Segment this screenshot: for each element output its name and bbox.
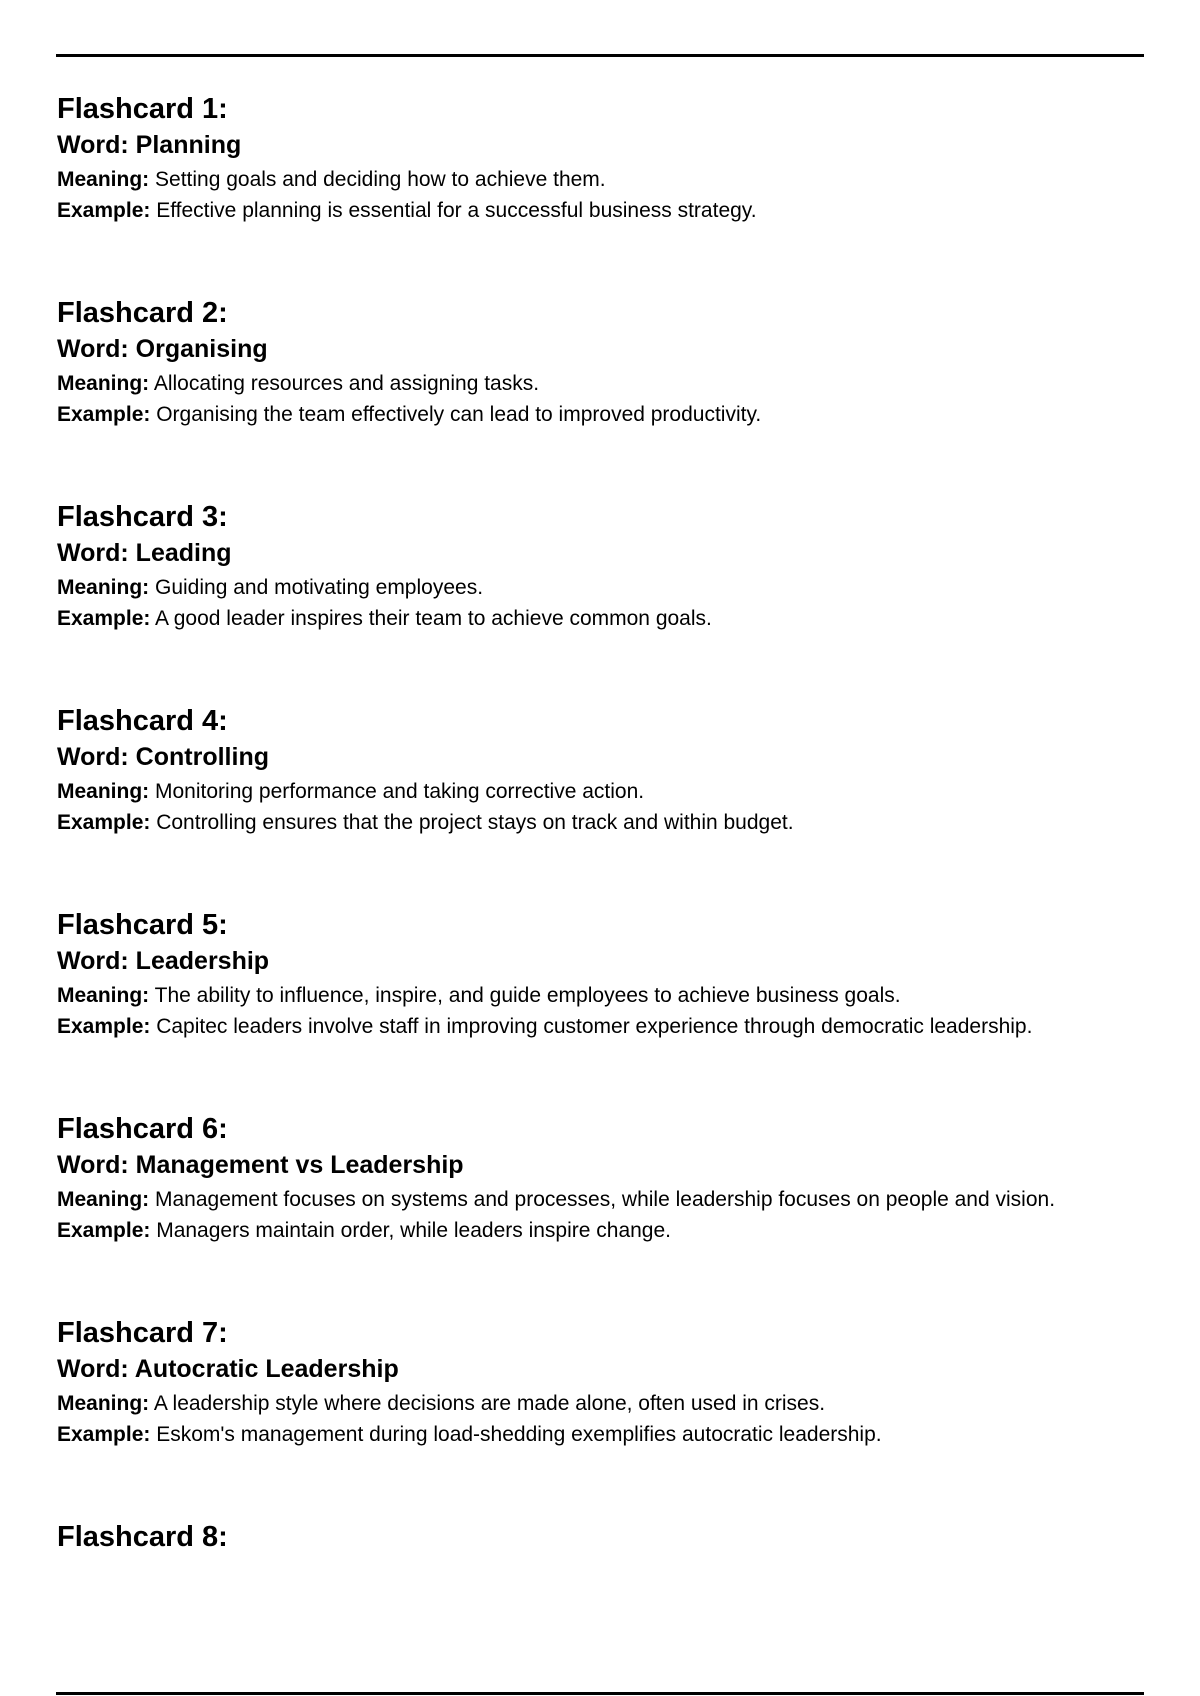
flashcard-title: Flashcard 3:	[57, 501, 228, 533]
example-text: Effective planning is essential for a successful business strategy.	[150, 199, 757, 222]
example-text: Organising the team effectively can lead to improved productivity.	[150, 403, 762, 426]
meaning-text: Management focuses on systems and processes, while leadership focuses on people and vision.	[149, 1188, 1056, 1211]
example-text: Managers maintain order, while leaders inspire change.	[150, 1219, 671, 1242]
example-text: Eskom's management during load-shedding exemplifies autocratic leadership.	[150, 1423, 882, 1446]
flashcard-word: Word: Leading	[57, 539, 232, 567]
flashcard-word: Word: Organising	[57, 335, 268, 363]
flashcard-word: Word: Leadership	[57, 947, 270, 975]
flashcard-5	[57, 906, 1142, 1042]
flashcard-meaning	[57, 572, 1142, 603]
example-label: Example:	[57, 403, 151, 426]
example-label: Example:	[57, 1015, 151, 1038]
meaning-text: A leadership style where decisions are made alone, often used in crises.	[149, 1392, 826, 1415]
meaning-text: Allocating resources and assigning tasks.	[149, 372, 540, 395]
top-rule	[56, 54, 1144, 57]
flashcard-example	[57, 1011, 1142, 1042]
bottom-rule	[56, 1692, 1144, 1695]
flashcard-example	[57, 195, 1142, 226]
flashcard-7	[57, 1314, 1142, 1450]
meaning-text: The ability to influence, inspire, and guide employees to achieve business goals.	[149, 984, 901, 1007]
flashcard-example	[57, 807, 1142, 838]
meaning-text: Setting goals and deciding how to achieve them.	[149, 168, 606, 191]
flashcard-8	[57, 1518, 1142, 1556]
flashcard-example	[57, 399, 1142, 430]
example-label: Example:	[57, 811, 151, 834]
flashcard-title: Flashcard 5:	[57, 909, 228, 941]
example-label: Example:	[57, 607, 151, 630]
flashcard-4	[57, 702, 1142, 838]
meaning-label: Meaning:	[57, 1392, 150, 1415]
meaning-label: Meaning:	[57, 1188, 150, 1211]
flashcard-6	[57, 1110, 1142, 1246]
flashcard-example	[57, 1215, 1142, 1246]
flashcard-example	[57, 603, 1142, 634]
flashcard-title: Flashcard 6:	[57, 1113, 228, 1145]
meaning-label: Meaning:	[57, 984, 150, 1007]
meaning-text: Monitoring performance and taking corrective action.	[149, 780, 645, 803]
meaning-label: Meaning:	[57, 168, 150, 191]
flashcard-title: Flashcard 1:	[57, 93, 228, 125]
flashcard-word: Word: Autocratic Leadership	[57, 1355, 399, 1383]
flashcard-meaning	[57, 368, 1142, 399]
flashcard-meaning	[57, 1388, 1142, 1419]
example-label: Example:	[57, 1219, 151, 1242]
flashcard-title: Flashcard 8:	[57, 1521, 228, 1553]
flashcard-meaning	[57, 980, 1142, 1011]
flashcard-title: Flashcard 7:	[57, 1317, 228, 1349]
example-text: Capitec leaders involve staff in improving customer experience through democratic leadership.	[150, 1015, 1033, 1038]
flashcard-word: Word: Management vs Leadership	[57, 1151, 464, 1179]
example-text: Controlling ensures that the project stays on track and within budget.	[150, 811, 794, 834]
flashcard-example	[57, 1419, 1142, 1450]
flashcard-2	[57, 294, 1142, 430]
example-label: Example:	[57, 199, 151, 222]
meaning-label: Meaning:	[57, 576, 150, 599]
flashcard-meaning	[57, 776, 1142, 807]
flashcard-meaning	[57, 164, 1142, 195]
flashcard-title: Flashcard 4:	[57, 705, 228, 737]
flashcard-meaning	[57, 1184, 1142, 1215]
flashcard-word: Word: Controlling	[57, 743, 269, 771]
meaning-text: Guiding and motivating employees.	[149, 576, 484, 599]
flashcard-3	[57, 498, 1142, 634]
example-label: Example:	[57, 1423, 151, 1446]
flashcard-list	[57, 90, 1142, 1624]
meaning-label: Meaning:	[57, 372, 150, 395]
meaning-label: Meaning:	[57, 780, 150, 803]
flashcard-word: Word: Planning	[57, 131, 242, 159]
example-text: A good leader inspires their team to achieve common goals.	[150, 607, 712, 630]
flashcard-1	[57, 90, 1142, 226]
flashcard-title: Flashcard 2:	[57, 297, 228, 329]
